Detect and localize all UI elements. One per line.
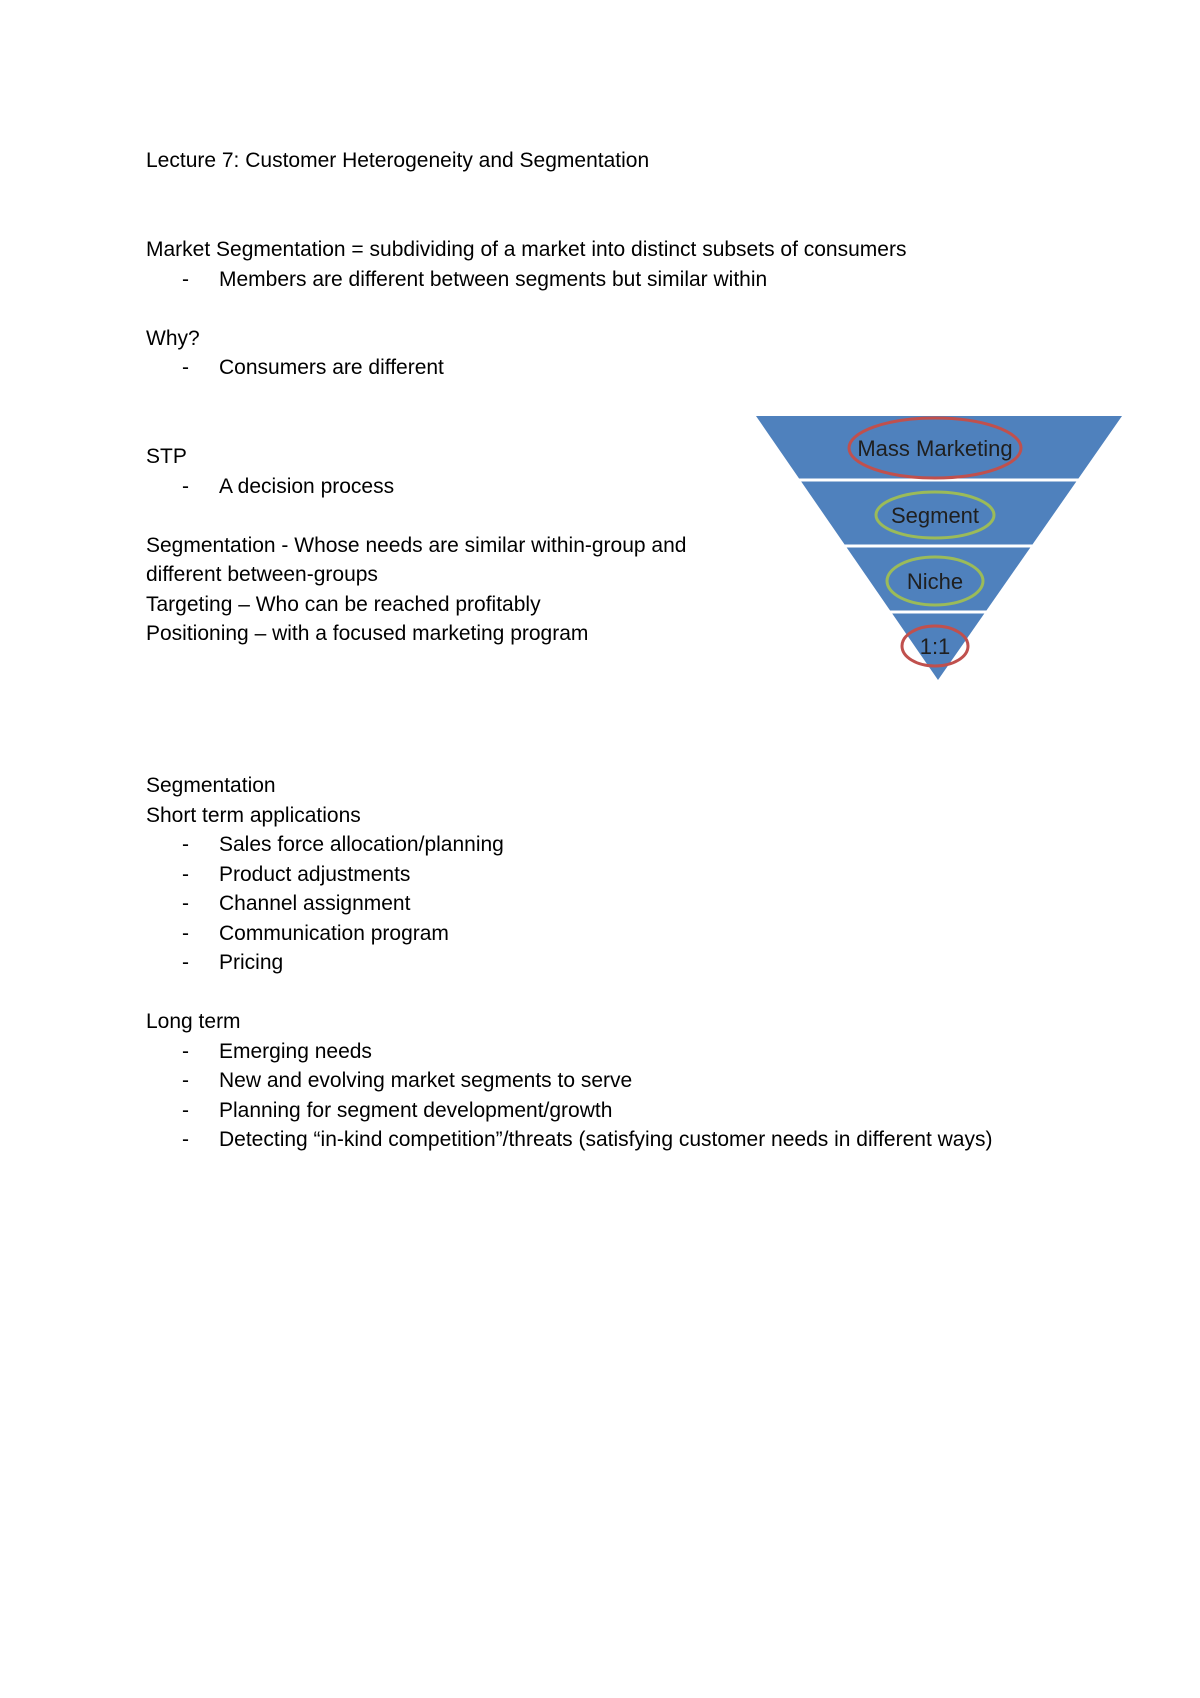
bullet-dash: -	[182, 356, 189, 379]
list-item	[146, 919, 992, 949]
bullet-text: Detecting “in-kind competition”/threats (satisfying customer needs in different ways)	[219, 1128, 993, 1151]
page-title: Lecture 7: Customer Heterogeneity and Segmentation	[146, 149, 650, 172]
funnel-level-niche: Niche	[906, 569, 964, 594]
segmentation-definition-line-2: different between-groups	[146, 563, 378, 586]
segmentation-definition-line-1: Segmentation - Whose needs are similar within-group and	[146, 533, 687, 557]
definition-section	[146, 235, 906, 383]
bullet-dash: -	[182, 951, 189, 974]
bullet-text: Channel assignment	[219, 892, 411, 915]
list-item	[146, 1125, 992, 1155]
list-item	[146, 830, 992, 860]
bullet-dash: -	[182, 267, 189, 291]
targeting-definition: Targeting – Who can be reached profitably	[146, 592, 541, 616]
bullet-text: Pricing	[219, 951, 284, 974]
stp-section	[146, 442, 686, 649]
applications-section	[146, 771, 992, 1155]
bullet-text: Sales force allocation/planning	[219, 833, 504, 856]
bullet-dash: -	[182, 833, 189, 856]
list-item	[146, 860, 992, 890]
list-item	[146, 1037, 992, 1067]
short-term-list	[146, 830, 992, 978]
bullet-dash: -	[182, 1098, 189, 1122]
bullet-text: Planning for segment development/growth	[219, 1098, 613, 1122]
list-item	[146, 353, 906, 383]
list-item	[146, 889, 992, 919]
list-item	[146, 948, 992, 978]
segmentation-funnel-diagram	[752, 412, 1126, 684]
stp-heading: STP	[146, 445, 187, 468]
bullet-dash: -	[182, 474, 189, 498]
positioning-definition: Positioning – with a focused marketing program	[146, 622, 589, 645]
funnel-level-segment: Segment	[890, 503, 980, 528]
bullet-dash: -	[182, 1069, 189, 1092]
bullet-text: New and evolving market segments to serve	[219, 1069, 633, 1092]
applications-heading: Segmentation	[146, 774, 276, 797]
bullet-dash: -	[182, 1039, 189, 1063]
funnel-level-one-to-one: 1:1	[919, 634, 951, 659]
bullet-dash: -	[182, 1128, 189, 1151]
bullet-text: Product adjustments	[219, 862, 411, 886]
bullet-dash: -	[182, 921, 189, 945]
long-term-heading: Long term	[146, 1010, 241, 1033]
list-item	[146, 472, 686, 502]
bullet-text: Members are different between segments but similar within	[219, 267, 768, 291]
bullet-text: Emerging needs	[219, 1039, 372, 1063]
long-term-list	[146, 1037, 992, 1155]
definition-text: Market Segmentation = subdividing of a market into distinct subsets of consumers	[146, 238, 907, 261]
bullet-text: Communication program	[219, 921, 449, 945]
bullet-text: Consumers are different	[219, 356, 444, 379]
list-item	[146, 1096, 992, 1126]
why-heading: Why?	[146, 326, 200, 350]
short-term-heading: Short term applications	[146, 803, 361, 827]
list-item	[146, 265, 906, 295]
funnel-level-mass-marketing: Mass Marketing	[857, 436, 1013, 461]
bullet-dash: -	[182, 862, 189, 886]
bullet-text: A decision process	[219, 474, 395, 498]
bullet-dash: -	[182, 892, 189, 915]
list-item	[146, 1066, 992, 1096]
